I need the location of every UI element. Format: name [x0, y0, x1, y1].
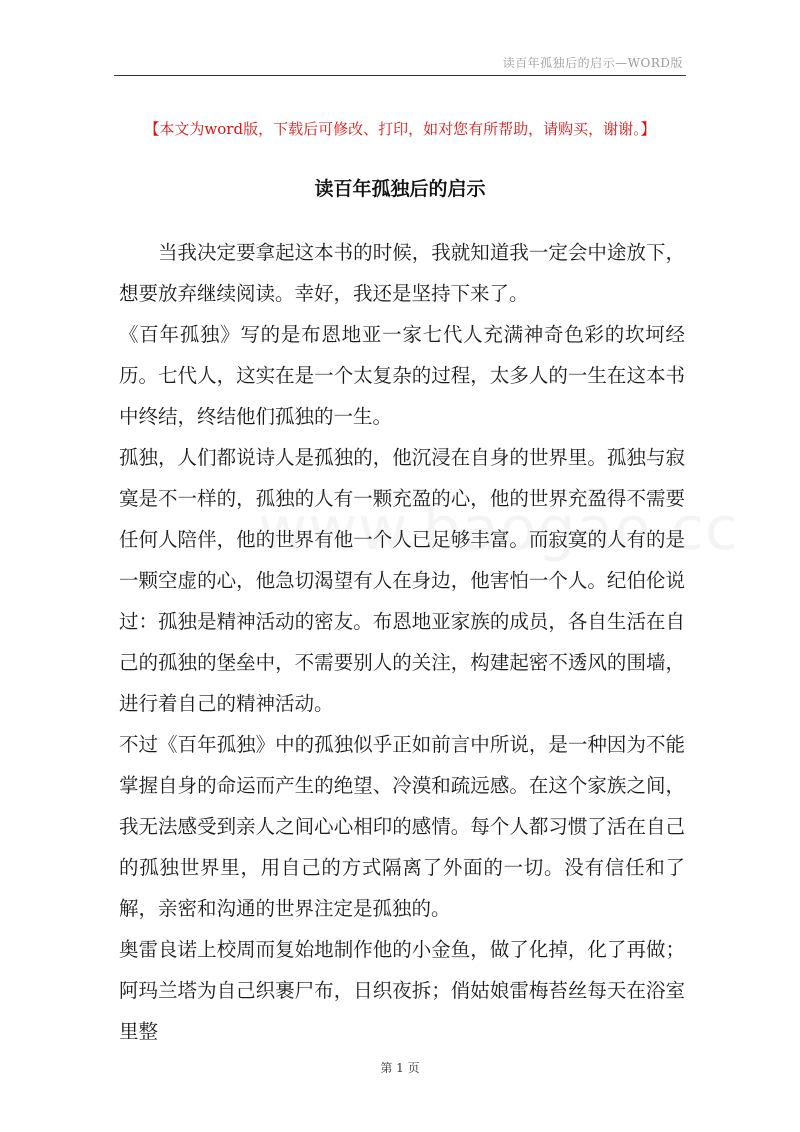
paragraph: 奥雷良诺上校周而复始地制作他的小金鱼，做了化掉，化了再做；阿玛兰塔为自己织裹尸布，日织夜拆；俏姑娘雷梅苔丝每天在浴室里整 [119, 938, 685, 1043]
document-body [119, 232, 685, 1052]
paragraph: 《百年孤独》写的是布恩地亚一家七代人充满神奇色彩的坎坷经历。七代人，这实在是一个太复杂的过程，太多人的一生在这本书中终结，终结他们孤独的一生。 [119, 323, 685, 428]
download-notice: 【本文为word版，下载后可修改、打印，如对您有所帮助，请购买，谢谢。】 [144, 120, 656, 138]
paragraph: 当我决定要拿起这本书的时候，我就知道我一定会中途放下，想要放弃继续阅读。幸好，我还是坚持下来了。 [119, 241, 685, 305]
header-divider [114, 75, 686, 76]
page-number: 第 1 页 [380, 1061, 420, 1075]
running-header: 读百年孤独后的启示—WORD版 [502, 56, 683, 70]
paragraph: 孤独，人们都说诗人是孤独的，他沉浸在自身的世界里。孤独与寂寞是不一样的，孤独的人有一颗充盈的心，他的世界充盈得不需要任何人陪伴，他的世界有他一个人已足够丰富。而寂寞的人有的是一颗空虚的心，他急切渴望有人在身边，他害怕一个人。纪伯伦说过：孤独是精神活动的密友。布恩地亚家族的成员，各自生活在自己的孤独的堡垒中，不需要别人的关注，构建起密不透风的围墙，进行着自己的精神活动。 [119, 446, 685, 715]
document-title: 读百年孤独后的启示 [314, 178, 486, 200]
paragraph: 不过《百年孤独》中的孤独似乎正如前言中所说，是一种因为不能掌握自身的命运而产生的绝望、冷漠和疏远感。在这个家族之间，我无法感受到亲人之间心心相印的感情。每个人都习惯了活在自己的孤独世界里，用自己的方式隔离了外面的一切。没有信任和了解，亲密和沟通的世界注定是孤独的。 [119, 733, 685, 920]
